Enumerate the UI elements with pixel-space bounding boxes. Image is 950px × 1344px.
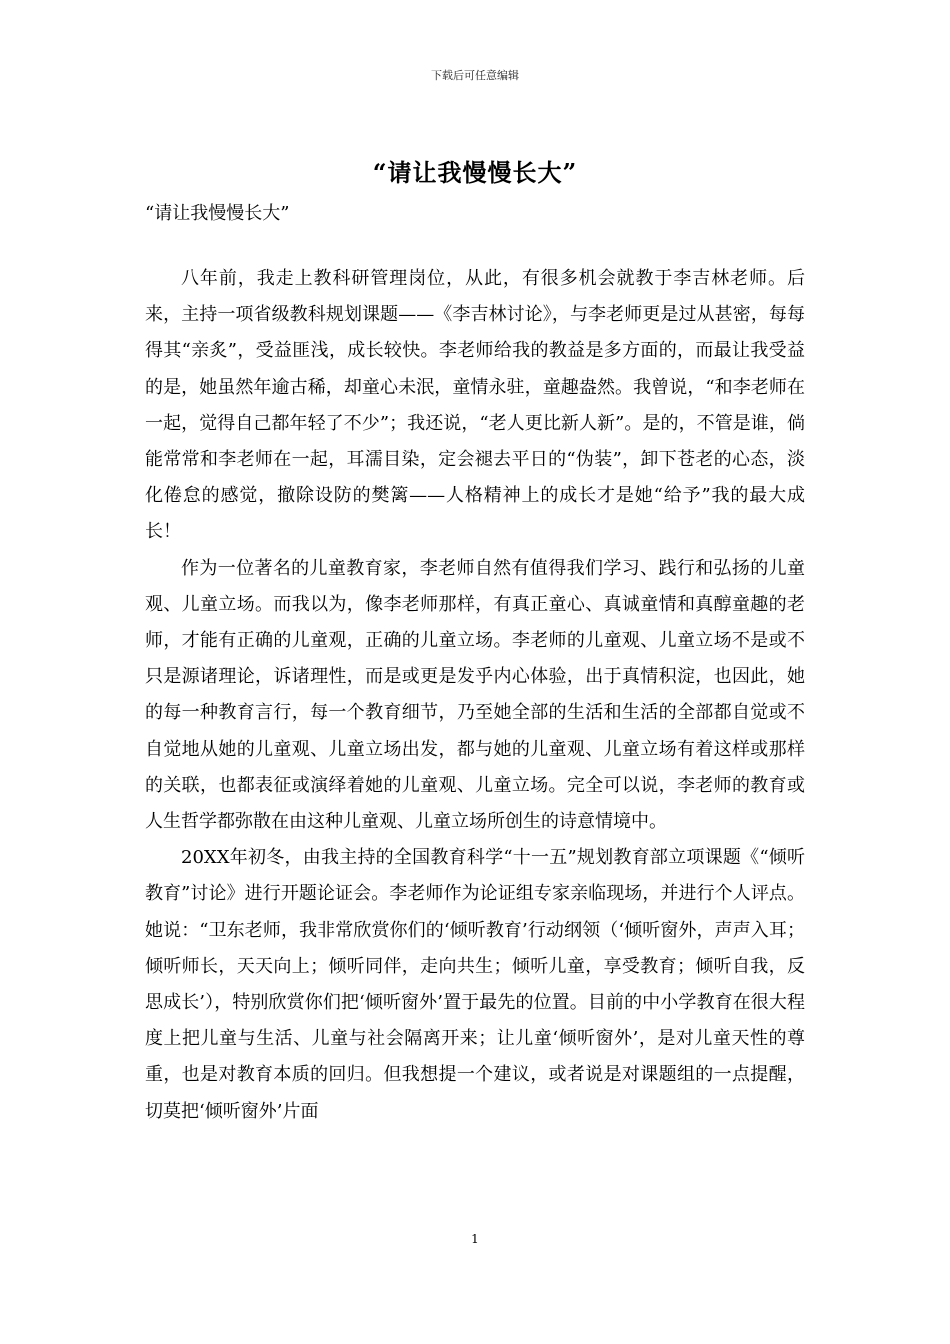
page-header: 下载后可任意编辑: [431, 69, 519, 82]
document-subtitle: “请让我慢慢长大”: [145, 203, 290, 224]
document-title: “请让我慢慢长大”: [372, 158, 578, 187]
paragraph: 作为一位著名的儿童教育家，李老师自然有值得我们学习、践行和弘扬的儿童观、儿童立场。而我以为，像李老师那样，有真正童心、真诚童情和真醇童趣的老师，才能有正确的儿童观，正确的儿童立场。李老师的儿童观、儿童立场不是或不只是源诸理论，诉诸理性，而是或更是发乎内心体验，出于真情积淀，也因此，她的每一种教育言行，每一个教育细节，乃至她全部的生活和生活的全部都自觉或不自觉地从她的儿童观、儿童立场出发，都与她的儿童观、儿童立场有着这样或那样的关联，也都表征或演绎着她的儿童观、儿童立场。完全可以说，李老师的教育或人生哲学都弥散在由这种儿童观、儿童立场所创生的诗意情境中。: [145, 557, 805, 833]
paragraph: 八年前，我走上教科研管理岗位，从此，有很多机会就教于李吉林老师。后来，主持一项省级教科规划课题——《李吉林讨论》，与李老师更是过从甚密，每每得其“亲炙”，受益匪浅，成长较快。李老师给我的教益是多方面的，而最让我受益的是，她虽然年逾古稀，却童心未泯，童情永驻，童趣盎然。我曾说，“和李老师在一起，觉得自己都年轻了不少”；我还说，“老人更比新人新”。是的，不管是谁，倘能常常和李老师在一起，耳濡目染，定会褪去平日的“伪装”，卸下苍老的心态，淡化倦怠的感觉，撤除设防的樊篱——人格精神上的成长才是她“给予”我的最大成长！: [145, 268, 805, 543]
paragraph: 20XX年初冬，由我主持的全国教育科学“十一五”规划教育部立项课题《“倾听教育”讨论》进行开题论证会。李老师作为论证组专家亲临现场，并进行个人评点。她说：“卫东老师，我非常欣赏你们的‘倾听教育’行动纲领（‘倾听窗外，声声入耳；倾听师长，天天向上；倾听同伴，走向共生；倾听儿童，享受教育；倾听自我，反思成长’），特别欣赏你们把‘倾听窗外’置于最先的位置。目前的中小学教育在很大程度上把儿童与生活、儿童与社会隔离开来；让儿童‘倾听窗外’，是对儿童天性的尊重，也是对教育本质的回归。但我想提一个建议，或者说是对课题组的一点提醒，切莫把‘倾听窗外’片面: [145, 847, 805, 1122]
document-body: [145, 261, 805, 1130]
page-number: 1: [471, 1232, 479, 1246]
